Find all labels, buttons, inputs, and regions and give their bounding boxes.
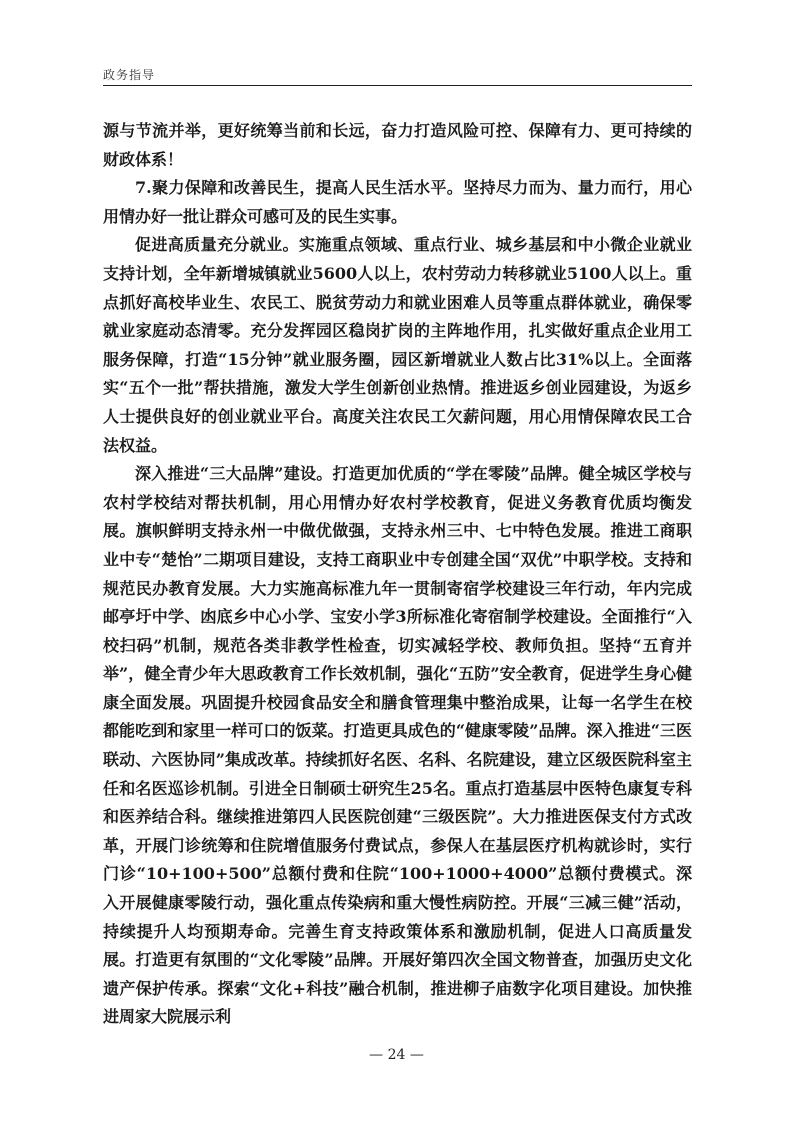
paragraph-three-brands: 深入推进“三大品牌”建设。打造更加优质的“学在零陵”品牌。健全城区学校与农村学校结对帮扶机制，用心用情办好农村学校教育，促进义务教育优质均衡发展。旗帜鲜明支持永州一中做优做强，支持永州三中、七中特色发展。推进工商职业中专“楚怡”二期项目建设，支持工商职业中专创建全国“双优”中职学校。支持和规范民办教育发展。大力实施高标准九年一贯制寄宿学校建设三年行动，年内完成邮亭圩中学、凼底乡中心小学、宝安小学3所标准化寄宿制学校建设。全面推行“入校扫码”机制，规范各类非教学性检查，切实减轻学校、教师负担。坚持“五育并举”，健全青少年大思政教育工作长效机制，强化“五防”安全教育，促进学生身心健康全面发展。巩固提升校园食品安全和膳食管理集中整治成果，让每一名学生在校都能吃到和家里一样可口的饭菜。打造更具成色的“健康零陵”品牌。深入推进“三医联动、六医协同”集成改革。持续抓好名医、名科、名院建设，建立区级医院科室主任和名医巡诊机制。引进全日制硕士研究生25名。重点打造基层中医特色康复专科和医养结合科。继续推进第四人民医院创建“三级医院”。大力推进医保支付方式改革，开展门诊统筹和住院增值服务付费试点，参保人在基层医疗机构就诊时，实行门诊“10+100+500”总额付费和住院“100+1000+4000”总额付费模式。深入开展健康零陵行动，强化重点传染病和重大慢性病防控。开展“三减三健”活动，持续提升人均预期寿命。完善生育支持政策体系和激励机制，促进人口高质量发展。打造更有氛围的“文化零陵”品牌。开展好第四次全国文物普查，加强历史文化遗产保护传承。探索“文化+科技”融合机制，推进柳子庙数字化项目建设。加快推进周家大院展示利 <box>103 464 692 1027</box>
paragraph-section-7: 7.聚力保障和改善民生，提高人民生活水平。坚持尽力而为、量力而行，用心用情办好一批让群众可感可及的民生实事。 <box>103 178 692 226</box>
running-header: 政务指导 <box>103 68 156 82</box>
paragraph-employment: 促进高质量充分就业。实施重点领域、重点行业、城乡基层和中小微企业就业支持计划，全年新增城镇就业5600人以上，农村劳动力转移就业5100人以上。重点抓好高校毕业生、农民工、脱贫劳动力和就业困难人员等重点群体就业，确保零就业家庭动态清零。充分发挥园区稳岗扩岗的主阵地作用，扎实做好重点企业用工服务保障，打造“15分钟”就业服务圈，园区新增就业人数占比31%以上。全面落实“五个一批”帮扶措施，激发大学生创新创业热情。推进返乡创业园建设，为返乡人士提供良好的创业就业平台。高度关注农民工欠薪问题，用心用情保障农民工合法权益。 <box>103 235 692 455</box>
page-number: — 24 — <box>369 1047 424 1063</box>
body-text <box>103 117 692 1032</box>
paragraph-continuation: 源与节流并举，更好统筹当前和长远，奋力打造风险可控、保障有力、更可持续的财政体系！ <box>103 121 692 169</box>
header-divider <box>103 85 692 86</box>
